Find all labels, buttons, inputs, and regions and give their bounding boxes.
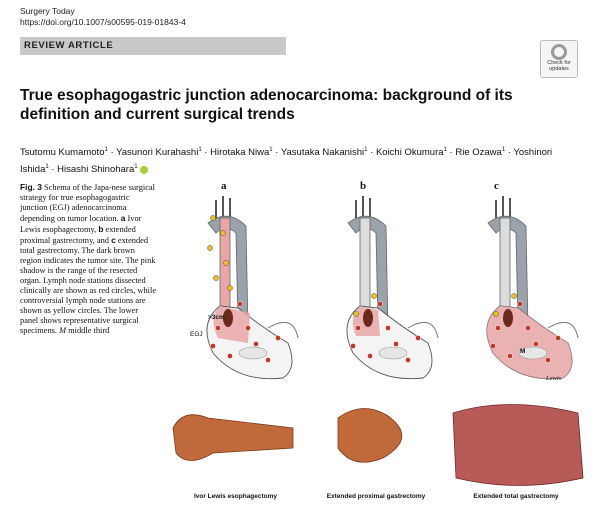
author-affiliation: 1 [134, 164, 138, 171]
specimen-label-a: Ivor Lewis esophagectomy [193, 493, 278, 500]
branch-vessels-c [496, 196, 510, 218]
doi-link[interactable]: https://doi.org/10.1007/s00595-019-01843-4 [20, 17, 186, 27]
node-red-c [490, 343, 495, 348]
node-red-a [210, 343, 215, 348]
updates-icon [551, 44, 567, 60]
node-red-b [350, 343, 355, 348]
schema-svg [168, 178, 588, 508]
check-for-updates-badge[interactable] [540, 40, 578, 78]
badge-line-2: updates [549, 66, 569, 72]
node-yellow-c [493, 311, 498, 316]
article-title: True esophagogastric junction adenocarcinoma: background of its definition and current surgical trends [20, 87, 513, 123]
node-red-a [237, 301, 242, 306]
specimen-a [173, 415, 293, 461]
node-red-c [555, 335, 560, 340]
specimen-label-c: Extended total gastrectomy [473, 493, 559, 500]
node-red-a [215, 325, 220, 330]
journal-name: Surgery Today [20, 6, 75, 16]
panel-letter-b: b [360, 180, 367, 192]
author-list: Tsutomu Kumamoto$^1$ · Yasunori Kurahashi$^1$ · Hirotaka Niwa$^1$ · Yasutaka Nakanishi$^1$ · Koichi Okumura$^1$ · Rie Ozawa$^1$ · Yoshinori Ishida$^1$ · Hisashi Shinohara$^1$ [20, 147, 553, 176]
node-red-b [385, 325, 390, 330]
pancreas-a [239, 347, 267, 359]
author-name: Koichi Okumura$^1$ [375, 147, 447, 159]
node-red-c [495, 325, 500, 330]
section-label: REVIEW ARTICLE [24, 40, 114, 51]
panel-letter-a: a [221, 180, 227, 192]
node-red-a [265, 357, 270, 362]
figure-3 [168, 178, 588, 508]
node-red-c [525, 325, 530, 330]
author-name: Hirotaka Niwa$^1$ [210, 147, 273, 159]
figure-label: Fig. 3 [20, 182, 42, 192]
node-yellow-a [210, 215, 215, 220]
author-name: Yasunori Kurahashi$^1$ [116, 147, 202, 159]
figure-caption [20, 182, 158, 336]
node-red-a [275, 335, 280, 340]
node-yellow-b [353, 311, 358, 316]
orcid-icon[interactable] [140, 166, 148, 174]
node-red-c [545, 357, 550, 362]
specimen-c [453, 405, 583, 486]
pancreas-b [379, 347, 407, 359]
specimen-b [338, 408, 402, 462]
author-affiliation: 1 [45, 164, 49, 171]
node-red-b [355, 325, 360, 330]
author-name: Yasutaka Nakanishi$^1$ [280, 147, 368, 159]
author-affiliation: 1 [501, 147, 506, 153]
panel-letter-c: c [494, 180, 499, 192]
tumor-b [363, 309, 373, 327]
node-red-b [405, 357, 410, 362]
tumor-c [503, 309, 513, 327]
node-red-c [507, 353, 512, 358]
node-yellow-a [220, 230, 225, 235]
specimen-label-b: Extended proximal gastrectomy [326, 493, 426, 500]
branch-vessels-a [216, 196, 230, 218]
branch-vessels-b [356, 196, 370, 218]
node-yellow-a [213, 275, 218, 280]
node-red-b [377, 301, 382, 306]
author-affiliation: 1 [364, 147, 368, 153]
node-red-a [245, 325, 250, 330]
node-red-b [393, 341, 398, 346]
author-name: Hisashi Shinohara$^1$ [57, 164, 138, 176]
node-yellow-b [371, 293, 376, 298]
node-yellow-c [511, 293, 516, 298]
author-name: Yoshinori Ishida$^1$ [20, 147, 553, 176]
author-affiliation: 1 [104, 147, 108, 153]
node-yellow-a [207, 245, 212, 250]
node-red-b [367, 353, 372, 358]
author-affiliation: 1 [198, 147, 202, 153]
resected-region-c [487, 306, 572, 379]
author-name: Tsutomu Kumamoto$^1$ [20, 147, 108, 159]
distance-label: >3cm [208, 314, 225, 321]
artist-signature: Lewis [546, 375, 562, 382]
node-red-c [533, 341, 538, 346]
author-affiliation: 1 [443, 147, 447, 153]
caption-text: Schema of the Japa-nese surgical strategy for true esophagogastric junction (EGJ) adenocarcinoma depending on tumor location. a Ivor Lewis esophagectomy, b extended proximal gastrectomy, and c extended total gastrectomy. The dark brown region indicates the tumor site. The pink shadow is the range of the resected organ. Lymph node stations dissected clinically are shown as red circles, while controversial lymph node stations are shown as yellow circles. The lower panel shows representative surgical specimens. M middle third [20, 183, 157, 335]
esophagus-c [500, 218, 510, 308]
node-red-a [253, 341, 258, 346]
middle-third-label: M [520, 348, 526, 355]
badge-line-1: Check for [547, 60, 571, 66]
node-yellow-a [223, 260, 228, 265]
author-affiliation: 1 [269, 147, 273, 153]
egj-label: EGJ [190, 331, 203, 338]
node-red-b [415, 335, 420, 340]
node-yellow-a [227, 285, 232, 290]
author-name: Rie Ozawa$^1$ [455, 147, 506, 159]
node-red-c [517, 301, 522, 306]
node-red-a [227, 353, 232, 358]
esophagus-b [360, 218, 370, 308]
